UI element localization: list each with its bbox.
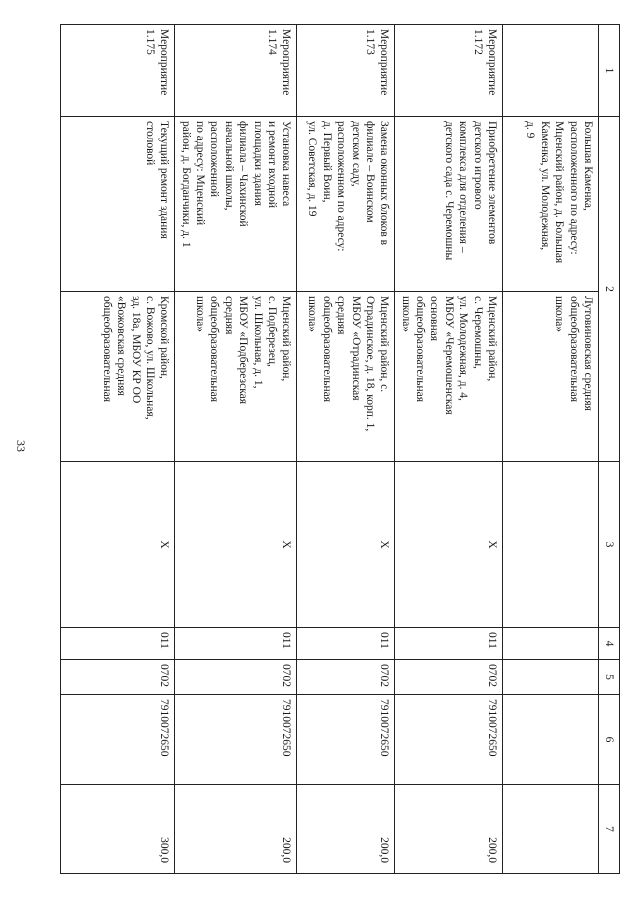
table-cell-measure: Замена оконных блоков в филиале – Воинском детском саду, расположенном по адресу: д. Первый Воин, ул. Советская, д. 19: [297, 117, 395, 292]
table-cell-measure: Большая Каменка, расположенного по адресу: Мценский район, д. Большая Каменка, ул. Молодежная, д. 9: [503, 117, 599, 292]
header-cell: 2: [599, 117, 620, 462]
table-cell-col5: [503, 660, 599, 695]
table-cell-id: Мероприятие 1.172: [395, 25, 503, 117]
table-cell-col6: 7910072650: [175, 695, 297, 785]
table-row: [503, 25, 599, 874]
table-cell-col4: 011: [61, 628, 175, 660]
table-cell-id: Мероприятие 1.175: [61, 25, 175, 117]
table-cell-col3: Х: [395, 462, 503, 628]
table-cell-col5: 0702: [297, 660, 395, 695]
table-cell-col5: 0702: [395, 660, 503, 695]
page-number: 33: [14, 440, 28, 452]
table-cell-col4: 011: [395, 628, 503, 660]
table-cell-col7: 200,0: [175, 785, 297, 874]
table-row: [61, 25, 175, 874]
table-row: [175, 25, 297, 874]
table-cell-recipient: Мценский район, с. Черемошны, ул. Молодежная, д. 4, МБОУ «Черемошенская основная общеобразовательная школа»: [395, 292, 503, 462]
header-cell: 3: [599, 462, 620, 628]
table-cell-col5: 0702: [175, 660, 297, 695]
table-cell-col6: 7910072650: [297, 695, 395, 785]
header-cell: 5: [599, 660, 620, 695]
table-cell-id: Мероприятие 1.174: [175, 25, 297, 117]
table-cell-recipient: Мценский район, с. Отрадинское, д. 18, корп. 1, МБОУ «Отрадинская средняя общеобразовательная школа»: [297, 292, 395, 462]
table-cell-id: [503, 25, 599, 117]
table-cell-recipient: Мценский район, с. Подберезец, ул. Школьная, д. 1, МБОУ «Подберезская средняя общеобразовательная школа»: [175, 292, 297, 462]
table-cell-col3: Х: [175, 462, 297, 628]
table-cell-recipient: Лутовиновская средняя общеобразовательная школа»: [503, 292, 599, 462]
table-cell-col4: 011: [297, 628, 395, 660]
table-cell-measure: Текущий ремонт здания столовой: [61, 117, 175, 292]
table-cell-col6: [503, 695, 599, 785]
table-row: [395, 25, 503, 874]
table-cell-col6: 7910072650: [395, 695, 503, 785]
table-cell-col7: 300,0: [61, 785, 175, 874]
table-cell-col3: Х: [297, 462, 395, 628]
column-number-row: [599, 25, 620, 874]
table-cell-col7: 200,0: [395, 785, 503, 874]
table-cell-col7: 200,0: [297, 785, 395, 874]
table-cell-col5: 0702: [61, 660, 175, 695]
table-cell-col7: [503, 785, 599, 874]
table-cell-col3: Х: [61, 462, 175, 628]
header-cell: 6: [599, 695, 620, 785]
table-cell-col3: [503, 462, 599, 628]
rotated-table-wrapper: [86, 24, 620, 873]
header-cell: 1: [599, 25, 620, 117]
budget-measures-table: [60, 24, 620, 874]
table-cell-recipient: Кромской район, с. Вожово, ул. Школьная, зд. 18а, МБОУ КР ОО «Вожовская средняя общеобразовательная: [61, 292, 175, 462]
table-cell-col4: 011: [175, 628, 297, 660]
scanned-page: [86, 24, 620, 873]
table-cell-measure: Приобретение элементов детского игрового комплекса для отделения – детского сада с. Черемошны: [395, 117, 503, 292]
header-cell: 4: [599, 628, 620, 660]
header-cell: 7: [599, 785, 620, 874]
table-row: [297, 25, 395, 874]
table-cell-col4: [503, 628, 599, 660]
table-cell-id: Мероприятие 1.173: [297, 25, 395, 117]
table-cell-measure: Установка навеса и ремонт входной площадки здания филиала – Чахинской начальной школы, расположенной по адресу: Мценский район, д. Богданчики, д. 1: [175, 117, 297, 292]
table-cell-col6: 7910072650: [61, 695, 175, 785]
